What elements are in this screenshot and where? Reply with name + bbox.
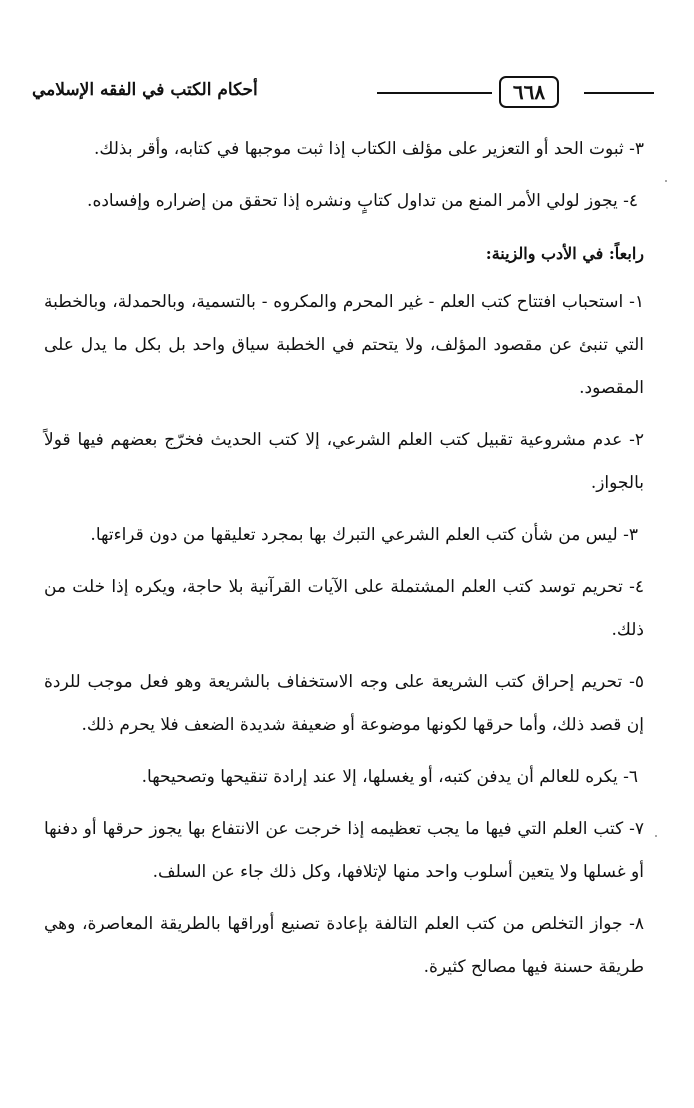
paragraph-item-3: ٣- ثبوت الحد أو التعزير على مؤلف الكتاب إذا ثبت موجبها في كتابه، وأقر بذلك. [93, 139, 644, 159]
section-heading: رابعاً: في الأدب والزينة: [485, 244, 644, 263]
paragraph-etiquette-3: ٣- ليس من شأن كتب العلم الشرعي التبرك بها بمجرد تعليقها من دون قراءتها. [90, 525, 638, 545]
scan-speck [655, 835, 657, 837]
paragraph-etiquette-2: ٢- عدم مشروعية تقبيل كتب العلم الشرعي، إلا كتب الحديث فخرّج بعضهم فيها قولاً بالجواز. [44, 430, 644, 493]
paragraph-etiquette-6: ٦- يكره للعالم أن يدفن كتبه، أو يغسلها، إلا عند إرادة تنقيحها وتصحيحها. [141, 767, 638, 787]
header-rule-right [584, 92, 654, 94]
page-number: ٦٦٨ [499, 76, 559, 108]
paragraph-etiquette-1: ١- استحباب افتتاح كتب العلم - غير المحرم والمكروه - بالتسمية، وبالحمدلة، وبالخطبة التي تنبئ عن مقصود المؤلف، ولا يتحتم في الخطبة سياق واحد بل بكل ما يدل على المقصود. [44, 292, 644, 398]
running-title: أحكام الكتب في الفقه الإسلامي [32, 80, 258, 100]
header-rule-left [377, 92, 492, 94]
paragraph-etiquette-7: ٧- كتب العلم التي فيها ما يجب تعظيمه إذا خرجت عن الانتفاع بها يجوز حرقها أو دفنها أو غسلها ولا يتعين أسلوب واحد منها لإتلافها، وكل ذلك جاء عن السلف. [44, 819, 644, 882]
page-header [32, 72, 654, 116]
scan-speck [665, 180, 667, 182]
paragraph-etiquette-5: ٥- تحريم إحراق كتب الشريعة على وجه الاستخفاف بالشريعة وهو فعل موجب للردة إن قصد ذلك، وأما حرقها لكونها موضوعة أو ضعيفة شديدة الضعف فلا يحرم ذلك. [44, 672, 644, 735]
paragraph-item-4: ٤- يجوز لولي الأمر المنع من تداول كتابٍ ونشره إذا تحقق من إضراره وإفساده. [87, 191, 638, 211]
paragraph-etiquette-4: ٤- تحريم توسد كتب العلم المشتملة على الآيات القرآنية بلا حاجة، ويكره إذا خلت من ذلك. [44, 577, 644, 640]
paragraph-etiquette-8: ٨- جواز التخلص من كتب العلم التالفة بإعادة تصنيع أوراقها بالطريقة المعاصرة، وهي طريقة حسنة فيها مصالح كثيرة. [44, 914, 644, 977]
page-body [44, 128, 644, 998]
